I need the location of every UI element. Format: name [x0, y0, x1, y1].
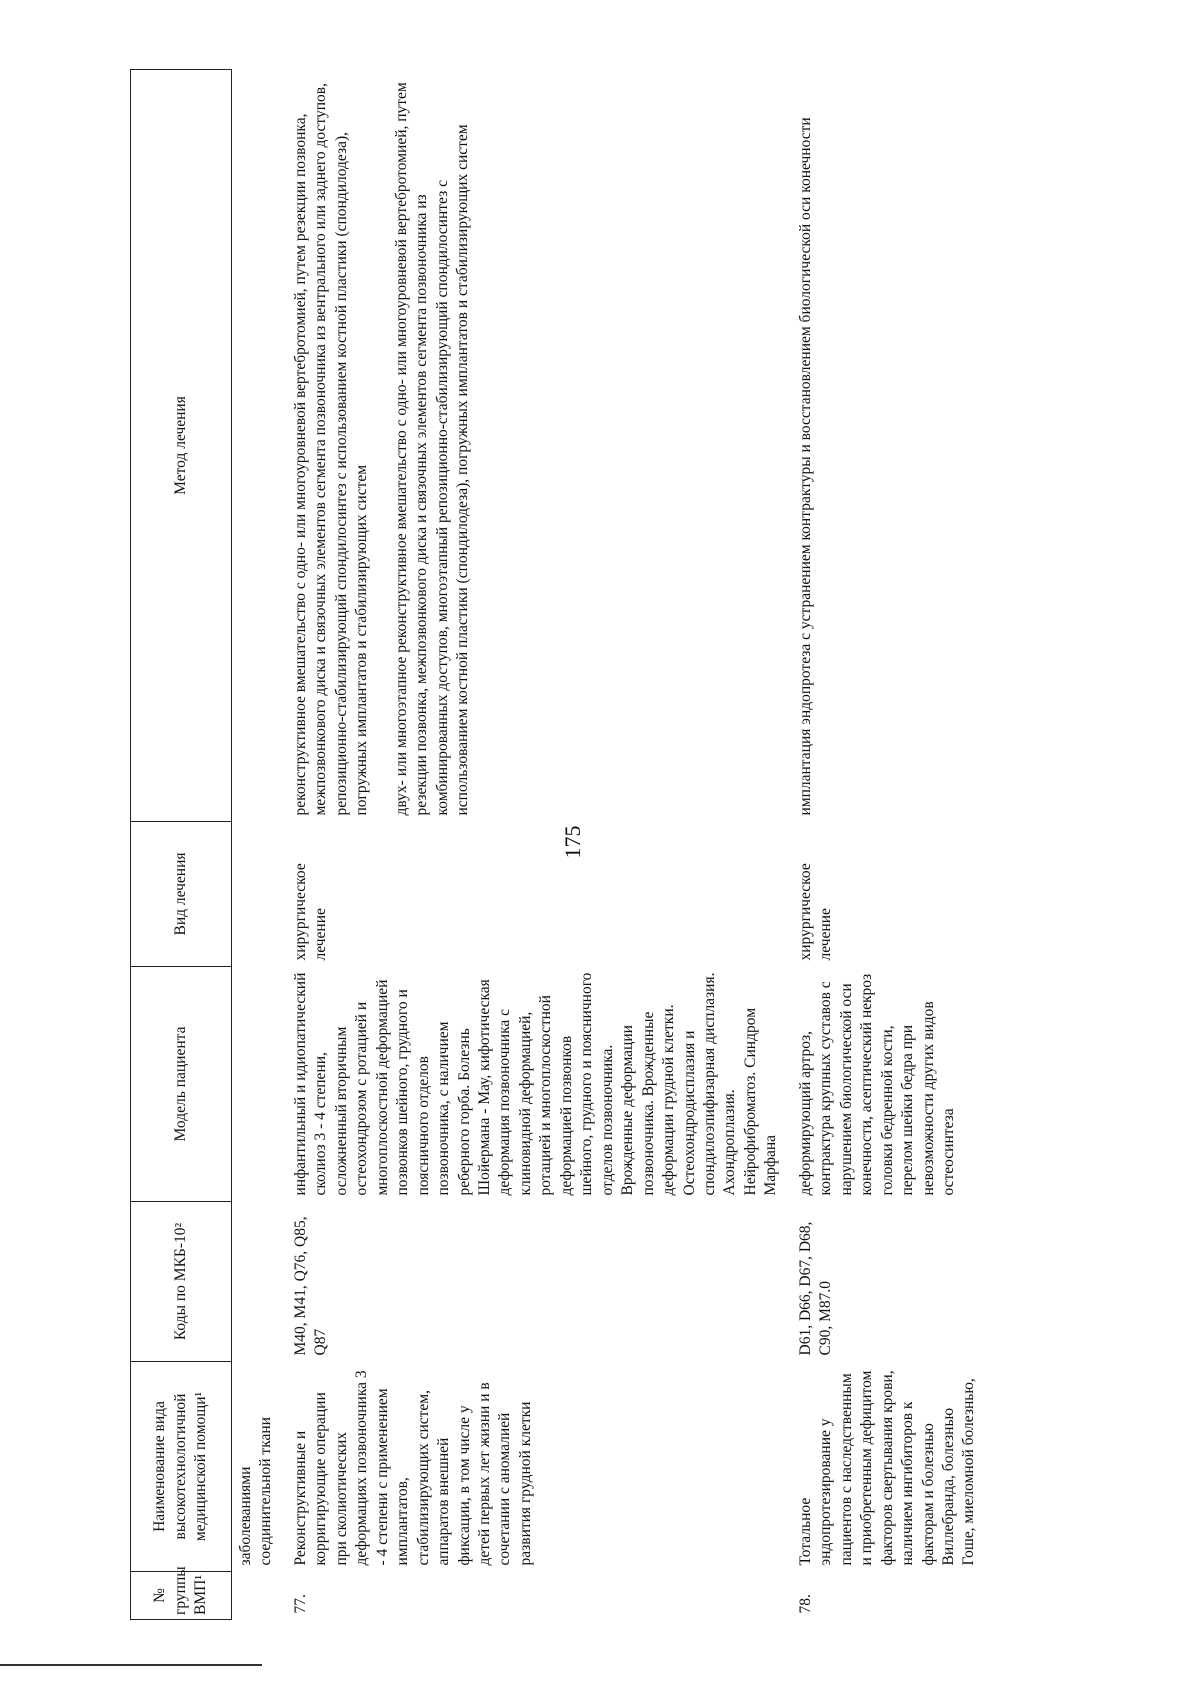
header-treatment-type: Вид лечения: [131, 822, 232, 967]
header-patient-model: Модель пациента: [131, 967, 232, 1202]
page-number: 175: [560, 825, 585, 859]
method-paragraph: реконструктивное вмешательство с одно- или многоуровневой вертебротомией, путем резекции позвонка, межпозвонкового диска и связочных элементов сегмента позвоночника из вентрального или заднего доступов, репозиционно-стабилизирующий спондилосинтез с использованием костной пластики (спондилодеза), погружных имплантатов и стабилизирующих систем: [291, 83, 371, 816]
vmp-table: [130, 69, 990, 1620]
row-treatment-method: [287, 70, 792, 822]
header-icd-codes: Коды по МКБ-10²: [131, 1202, 232, 1362]
row-icd-codes: D61, D66, D67, D68, C90, M87.0: [796, 1221, 835, 1356]
header-treatment-method: Метод лечения: [131, 70, 232, 822]
row-icd-codes: M40, M41, Q76, Q85, Q87: [291, 1216, 330, 1356]
continuation-number: [232, 1572, 287, 1620]
row-vmp-name: Реконструктивные и корригирующие операции при сколиотических деформациях позвоночника 3 - 4 степени с применением имплантатов, стабилизирующих систем, аппаратов внешней фиксации, в том числе у детей первых лет жизни и в сочетании с аномалией развития грудной клетки: [291, 1370, 534, 1566]
table-header-row: [131, 70, 232, 1620]
method-paragraph: двух- или многоэтапное реконструктивное вмешательство с одно- или многоуровневой вертебротомией, путем резекции позвонка, межпозвонкового диска и связочных элементов сегмента позвоночника из комбинированных доступов, многоэтапный репозиционно-стабилизирующий спондилосинтез с использованием костной пластики (спондилодеза), погружных имплантатов и стабилизирующих систем: [392, 82, 472, 816]
row-treatment-type: хирургическое лечение: [796, 863, 835, 961]
header-vmp-name: Наименование вида высокотехнологичной медицинской помощи¹: [131, 1362, 232, 1572]
table-row: [287, 70, 792, 1620]
row-vmp-name: Тотальное эндопротезирование у пациентов с наследственным и приобретенным дефицитом факторов свертывания крови, наличием ингибиторов к факторам и болезнью Виллебранда, болезнью Гоше, миеломной болезнью,: [796, 1370, 978, 1566]
rotated-page: [130, 70, 1070, 1620]
continuation-name: заболеваниями соединительной ткани: [237, 1417, 275, 1566]
row-patient-model: деформирующий артроз, контрактура крупных суставов с нарушением биологической оси конечности, асептический некроз головки бедренной кости, перелом шейки бедра при невозможности других видов остеосинтеза: [796, 973, 957, 1196]
method-paragraph: имплантация эндопротеза с устранением контрактуры и восстановлением биологической оси конечности: [796, 117, 814, 816]
table-row: [792, 70, 990, 1620]
row-number: 77.: [291, 1594, 309, 1614]
row-treatment-method: [792, 70, 990, 822]
row-number: 78.: [796, 1594, 814, 1614]
page-edge-rule: [0, 1664, 262, 1666]
row-patient-model: инфантильный и идиопатический сколиоз 3 - 4 степени, осложненный вторичным остеохондрозом с ротацией и многоплоскостной деформацией позвонков шейного, грудного и поясничного отделов позвоночника, с наличием реберного горба. Болезнь Шойермана - Мау, кифотическая деформация позвоночника с клиновидной деформацией, ротацией и многоплоскостной деформацией позвонков шейного, грудного и поясничного отделов позвоночника. Врожденные деформации позвоночника. Врожденные деформации грудной клетки. Остеохондродисплазия и спондилоэпифизарная дисплазия. Ахондроплазия. Нейрофиброматоз. Синдром Марфана: [291, 972, 780, 1196]
header-group-number: № группы ВМП¹: [131, 1572, 232, 1620]
row-treatment-type: хирургическое лечение: [291, 863, 330, 961]
continuation-row: [232, 70, 287, 1620]
